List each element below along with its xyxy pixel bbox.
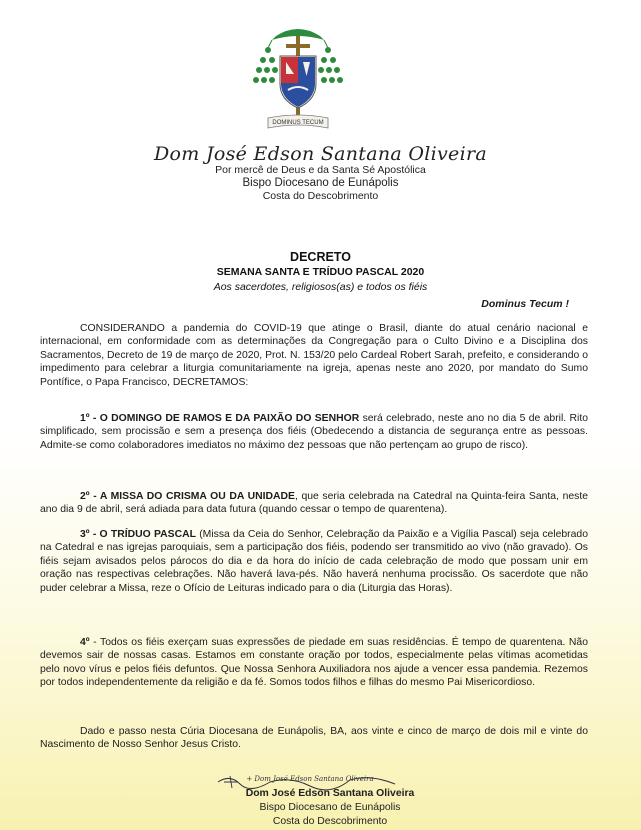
header-line-2: Bispo Diocesano de Eunápolis	[242, 177, 399, 189]
greeting: Dominus Tecum !	[481, 298, 569, 310]
decree-addressees: Aos sacerdotes, religiosos(as) e todos os fiéis	[213, 281, 428, 293]
closing-paragraph: Dado e passo nesta Cúria Diocesana de Eunápolis, BA, aos vinte e cinco de março de dois mil e vinte do Nascimento de Nosso Senhor Jesus Cristo.	[40, 726, 588, 751]
item-3-paragraph: 3º - O TRÍDUO PASCAL (Missa da Ceia do Senhor, Celebração da Paixão e a Vigília Pascal) seja celebrado na Catedral e nas igrejas paroquiais, sem a participação dos fiéis, podendo ser transmitido ao vivo (não gravado). Os fiéis sejam avisados pelos párocos do dia e da hora do início de cada celebração de modo que possam unir em oração nas respectivas celebrações. Não haverá lava-pés. Não haverá nenhuma procissão. Os sacerdote que não puder celebrar a Missa, reze o Ofício de Leituras indicado para o dia (Liturgia das Horas).	[40, 529, 588, 594]
signatory-region: Costa do Descobrimento	[272, 816, 388, 827]
header-line-3: Costa do Descobrimento	[262, 190, 379, 202]
decree-title: DECRETO	[290, 250, 351, 264]
item-4-paragraph: 4º - Todos os fiéis exerçam suas expressões de piedade em suas residências. É tempo de quarentena. Não devemos sair de nossas casas. Estamos em constante oração por todos, especialmente pelas vítimas acometidas pelo novo vírus e pelos fiéis defuntos. Que Nossa Senhora Auxiliadora nos ajude a vencer essa pandemia. Rezemos por todos independentemente da religião e da fé. Somos todos filhos e filhas do mesmo Pai Misericordioso.	[40, 637, 588, 689]
item-2-paragraph: 2º - A MISSA DO CRISMA OU DA UNIDADE, que seria celebrada na Catedral na Quinta-feira Santa, neste ano dia 9 de abril, será adiada para data futura (quando cessar o tempo de quarentena).	[40, 491, 588, 516]
signatory-name: Dom José Edson Santana Oliveira	[245, 788, 415, 799]
signature-block	[200, 772, 460, 830]
bishop-name: Dom José Edson Santana Oliveira	[154, 143, 487, 165]
header-line-1: Por mercê de Deus e da Santa Sé Apostólica	[215, 164, 426, 176]
handwritten-signature-text: + Dom José Edson Santana Oliveira	[246, 775, 374, 783]
decree-subtitle: SEMANA SANTA E TRÍDUO PASCAL 2020	[216, 266, 425, 278]
crest-motto: DOMINUS TECUM	[272, 120, 324, 126]
item-3-heading: 3º - O TRÍDUO PASCAL	[80, 529, 196, 540]
signatory-role: Bispo Diocesano de Eunápolis	[259, 802, 401, 813]
item-4-heading: 4º	[80, 637, 90, 648]
item-1-paragraph: 1º - O DOMINGO DE RAMOS E DA PAIXÃO DO SENHOR será celebrado, neste ano no dia 5 de abril. Rito simplificado, sem procissão e sem a presença dos fiéis (Obedecendo a distancia de segurança entre as pessoas. Admite-se como colaboradores imediatos no máximo dez pessoas que não pertençam ao grupo de risco).	[40, 413, 588, 451]
item-2-heading: 2º - A MISSA DO CRISMA OU DA UNIDADE	[80, 491, 295, 502]
item-1-heading: 1º - O DOMINGO DE RAMOS E DA PAIXÃO DO SENHOR	[80, 413, 360, 424]
intro-paragraph: CONSIDERANDO a pandemia do COVID-19 que atinge o Brasil, diante do atual cenário nacional e internacional, em conformidade com as determinações da Congregação para o Culto Divino e a Disciplina dos Sacramentos, Decreto de 19 de março de 2020, Prot. N. 153/20 pelo Cardeal Robert Sarah, prefeito, e considerando o impedimento para celebrar a liturgia comunitariamente na igreja, apenas neste ano 2020, por mandato do Sumo Pontífice, o Papa Francisco, DECRETAMOS:	[40, 323, 588, 388]
